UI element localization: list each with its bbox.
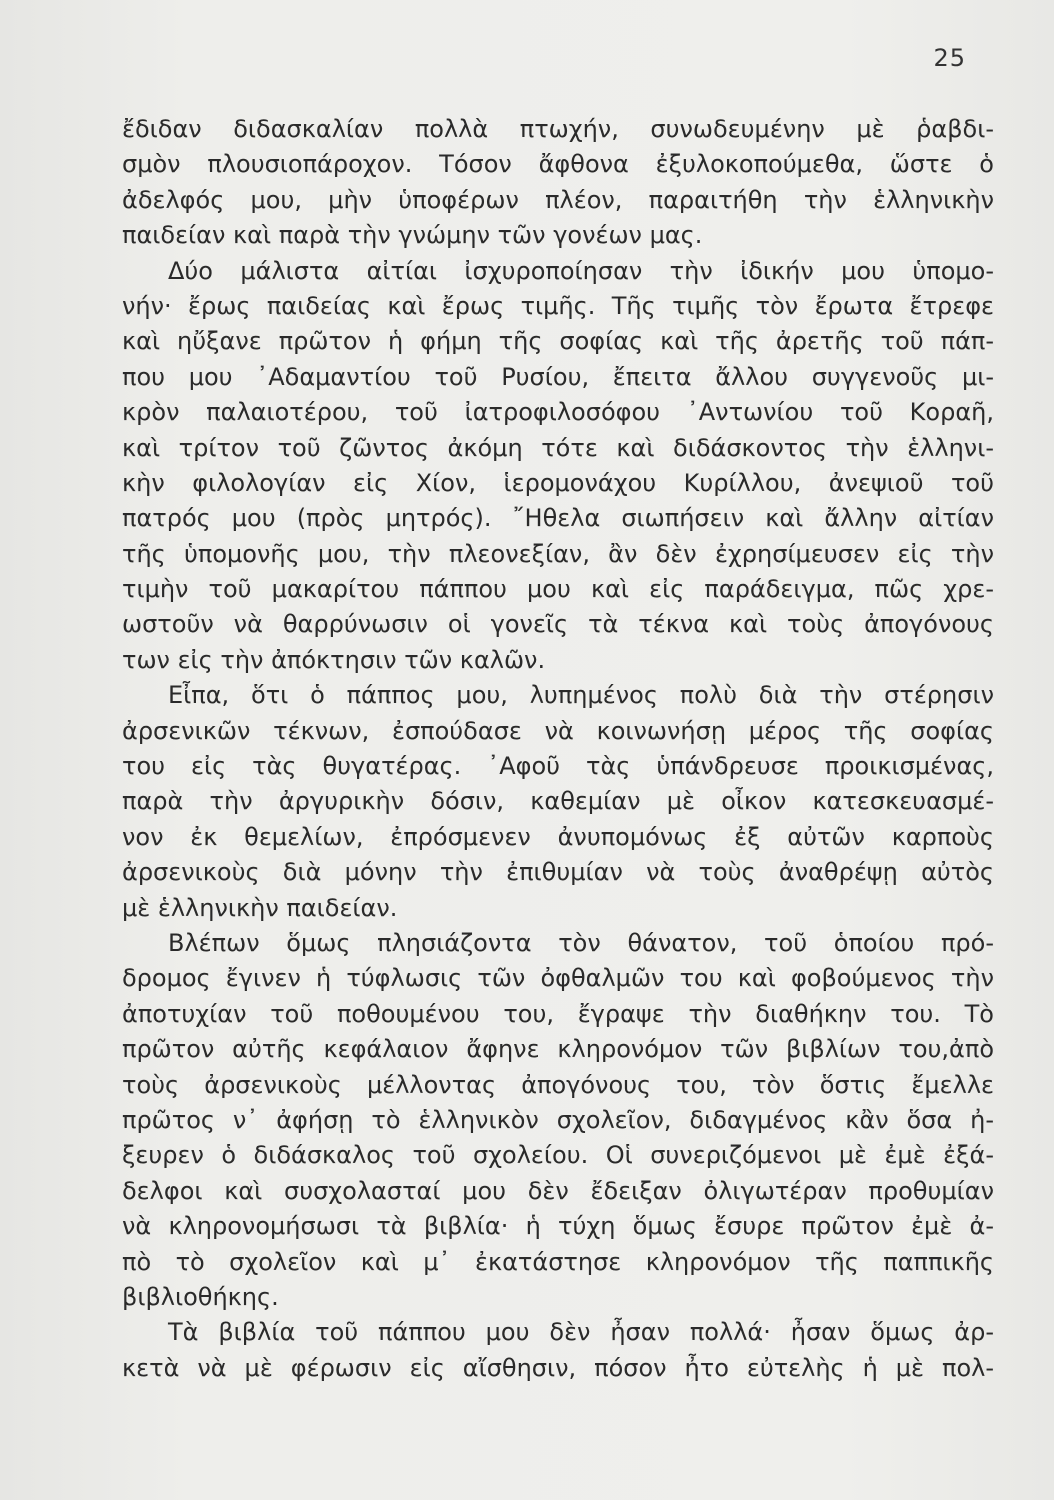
text-line: μὲ ἑλληνικὴν παιδείαν. bbox=[122, 893, 398, 922]
text-line: πὸ τὸ σχολεῖον καὶ μ᾿ ἐκατάστησε κληρονόμον τῆς παππικῆς bbox=[122, 1247, 994, 1276]
text-line: καὶ ηὔξανε πρῶτον ἡ φήμη τῆς σοφίας καὶ τῆς ἀρετῆς τοῦ πάπ- bbox=[122, 327, 994, 356]
text-line: ξευρεν ὁ διδάσκαλος τοῦ σχολείου. Οἱ συνεριζόμενοι μὲ ἐμὲ ἐξά- bbox=[122, 1141, 994, 1170]
text-line: ωστοῦν νὰ θαρρύνωσιν οἱ γονεῖς τὰ τέκνα καὶ τοὺς ἀπογόνους bbox=[122, 610, 994, 639]
text-line: βιβλιοθήκης. bbox=[122, 1282, 279, 1311]
paragraph bbox=[122, 678, 994, 926]
text-line: δελφοι καὶ συσχολασταί μου δὲν ἔδειξαν ὀλιγωτέραν προθυμίαν bbox=[122, 1176, 994, 1205]
text-line: νὰ κληρονομήσωσι τὰ βιβλία· ἡ τύχη ὅμως ἔσυρε πρῶτον ἐμὲ ἀ- bbox=[122, 1212, 994, 1241]
text-line: Τὰ βιβλία τοῦ πάππου μου δὲν ἦσαν πολλά· ἦσαν ὅμως ἀρ- bbox=[168, 1318, 994, 1347]
text-line: που μου ᾿Αδαμαντίου τοῦ Ρυσίου, ἔπειτα ἄλλου συγγενοῦς μι- bbox=[122, 362, 994, 391]
text-line: Βλέπων ὅμως πλησιάζοντα τὸν θάνατον, τοῦ ὁποίου πρό- bbox=[168, 928, 994, 957]
text-line: Εἶπα, ὅτι ὁ πάππος μου, λυπημένος πολὺ διὰ τὴν στέρησιν bbox=[168, 681, 994, 710]
text-line: παιδείαν καὶ παρὰ τὴν γνώμην τῶν γονέων μας. bbox=[122, 221, 703, 250]
page-number: 25 bbox=[933, 44, 966, 72]
text-line: τῆς ὑπομονῆς μου, τὴν πλεονεξίαν, ἂν δὲν ἐχρησίμευσεν εἰς τὴν bbox=[122, 539, 994, 568]
text-line: ἔδιδαν διδασκαλίαν πολλὰ πτωχήν, συνωδευμένην μὲ ῥαβδι- bbox=[122, 115, 994, 143]
paragraph bbox=[122, 112, 994, 254]
text-line: σμὸν πλουσιοπάροχον. Τόσον ἄφθονα ἐξυλοκοπούμεθα, ὥστε ὁ bbox=[122, 150, 994, 179]
text-line: πρῶτος ν᾿ ἀφήσῃ τὸ ἑλληνικὸν σχολεῖον, διδαγμένος κἂν ὅσα ἠ- bbox=[122, 1105, 994, 1134]
text-line: ἀρσενικῶν τέκνων, ἐσπούδασε νὰ κοινωνήσῃ μέρος τῆς σοφίας bbox=[122, 716, 994, 745]
text-line: Δύο μάλιστα αἰτίαι ἰσχυροποίησαν τὴν ἰδικήν μου ὑπομο- bbox=[168, 256, 994, 285]
text-line: καὶ τρίτον τοῦ ζῶντος ἀκόμη τότε καὶ διδάσκοντος τὴν ἑλληνι- bbox=[122, 433, 994, 462]
text-line: των εἰς τὴν ἀπόκτησιν τῶν καλῶν. bbox=[122, 645, 546, 674]
text-line: νήν· ἔρως παιδείας καὶ ἔρως τιμῆς. Τῆς τιμῆς τὸν ἔρωτα ἔτρεφε bbox=[122, 291, 994, 320]
text-line: νον ἐκ θεμελίων, ἐπρόσμενεν ἀνυπομόνως ἐξ αὐτῶν καρποὺς bbox=[122, 822, 994, 851]
text-line: κὴν φιλολογίαν εἰς Χίον, ἱερομονάχου Κυρίλλου, ἀνεψιοῦ τοῦ bbox=[122, 468, 994, 497]
text-line: πρῶτον αὐτῆς κεφάλαιον ἄφηνε κληρονόμον τῶν βιβλίων του,ἀπὸ bbox=[122, 1035, 994, 1064]
text-line: του εἰς τὰς θυγατέρας. ᾿Αφοῦ τὰς ὑπάνδρευσε προικισμένας, bbox=[122, 752, 994, 781]
text-line: ἀποτυχίαν τοῦ ποθουμένου του, ἔγραψε τὴν διαθήκην του. Τὸ bbox=[122, 999, 994, 1028]
paragraph bbox=[122, 254, 994, 679]
text-line: κρὸν παλαιοτέρου, τοῦ ἰατροφιλοσόφου ᾿Αντωνίου τοῦ Κοραῆ, bbox=[122, 398, 994, 427]
text-line: ἀδελφός μου, μὴν ὑποφέρων πλέον, παραιτήθη τὴν ἑλληνικὴν bbox=[122, 185, 994, 214]
text-line: παρὰ τὴν ἀργυρικὴν δόσιν, καθεμίαν μὲ οἶκον κατεσκευασμέ- bbox=[122, 787, 994, 816]
text-line: πατρός μου (πρὸς μητρός). ῎Ηθελα σιωπήσειν καὶ ἄλλην αἰτίαν bbox=[122, 504, 994, 533]
text-line: δρομος ἔγινεν ἡ τύφλωσις τῶν ὀφθαλμῶν του καὶ φοβούμενος τὴν bbox=[122, 964, 994, 993]
text-line: ἀρσενικοὺς διὰ μόνην τὴν ἐπιθυμίαν νὰ τοὺς ἀναθρέψῃ αὐτὸς bbox=[122, 858, 994, 887]
text-line: τοὺς ἀρσενικοὺς μέλλοντας ἀπογόνους του, τὸν ὅστις ἔμελλε bbox=[122, 1070, 994, 1099]
paragraph bbox=[122, 926, 994, 1315]
text-line: κετὰ νὰ μὲ φέρωσιν εἰς αἴσθησιν, πόσον ἦτο εὐτελὴς ἡ μὲ πολ- bbox=[122, 1353, 994, 1382]
paragraph bbox=[122, 1315, 994, 1386]
text-line: τιμὴν τοῦ μακαρίτου πάππου μου καὶ εἰς παράδειγμα, πῶς χρε- bbox=[122, 575, 994, 604]
body-text bbox=[122, 112, 994, 1386]
